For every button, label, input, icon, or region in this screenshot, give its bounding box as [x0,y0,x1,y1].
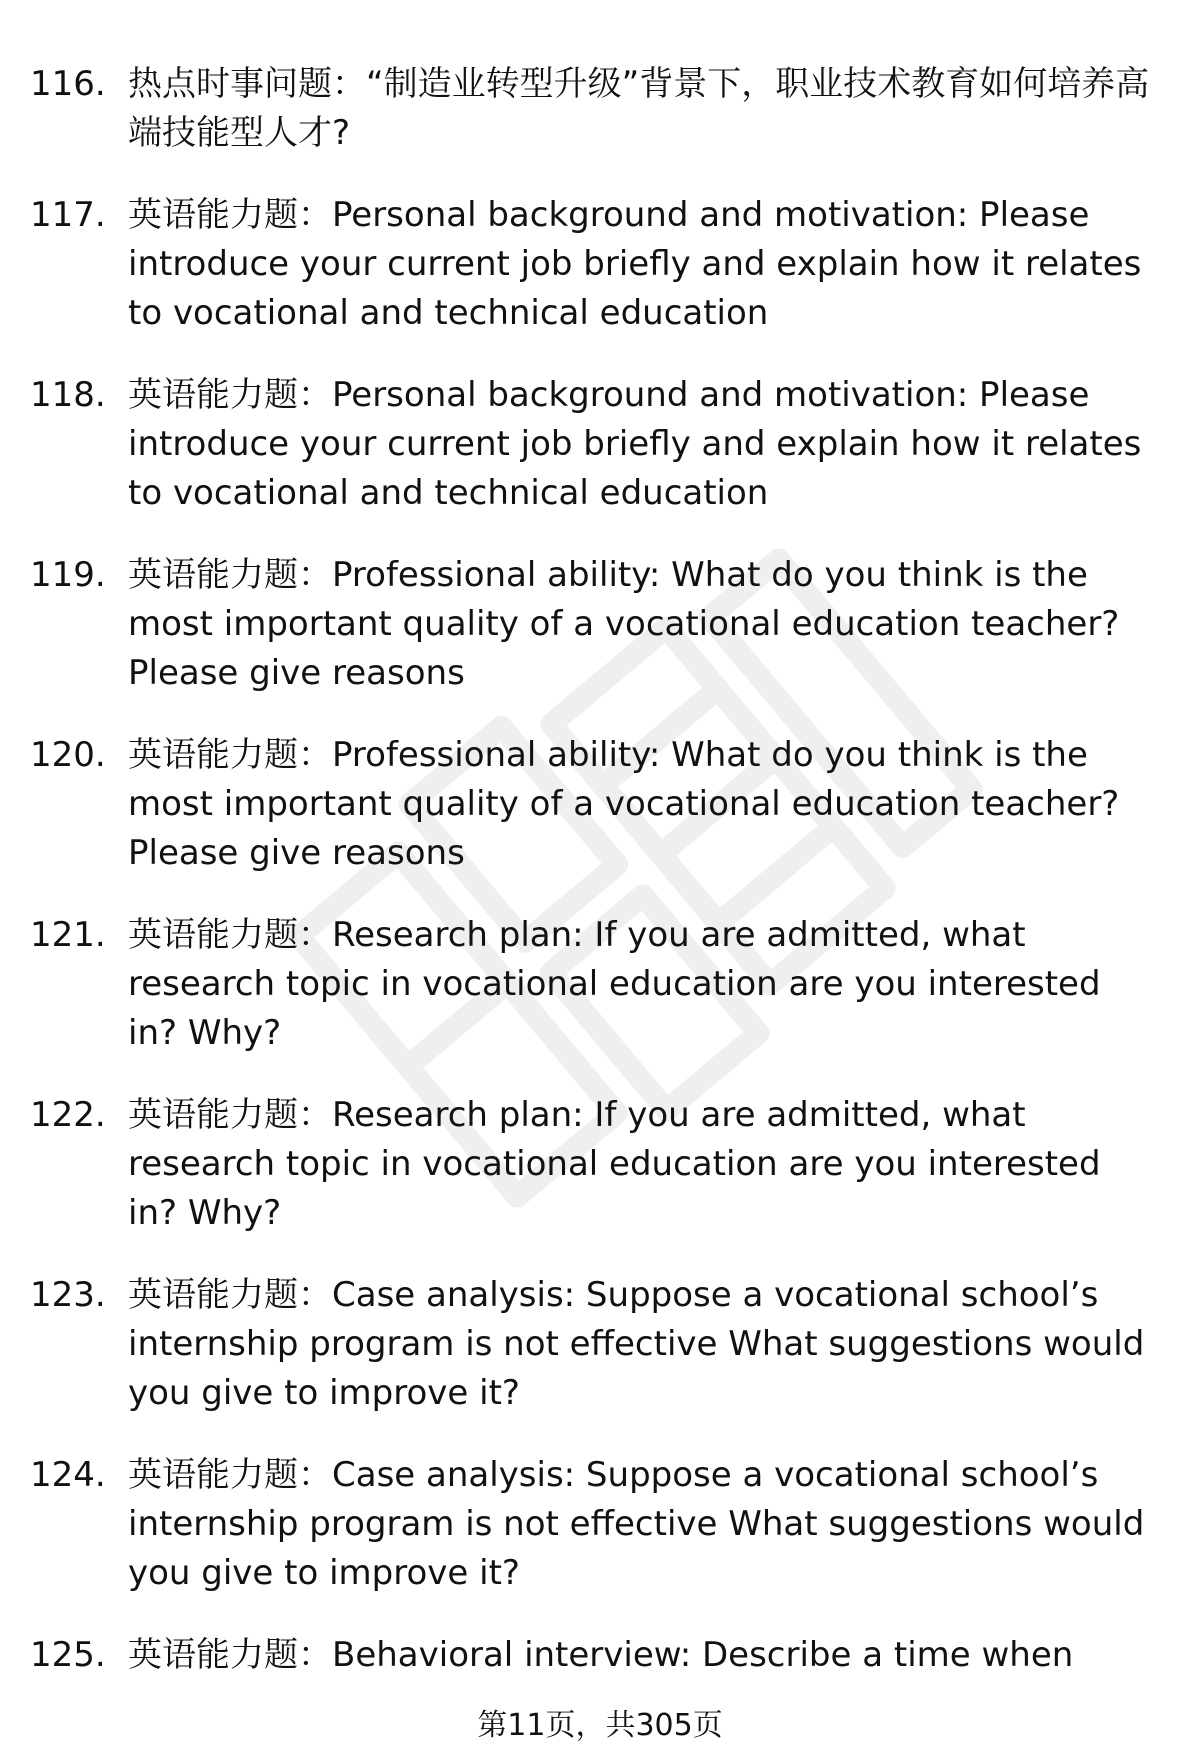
question-item [30,191,1160,338]
question-number: 123. [30,1275,106,1315]
question-text: 热点时事问题：“制造业转型升级”背景下，职业技术教育如何培养高端技能型人才? [128,64,1150,153]
question-text: 英语能力题：Research plan: If you are admitted, what research topic in vocational education are you interested in? Why? [128,915,1101,1053]
question-text: 英语能力题：Professional ability: What do you think is the most important quality of a vocational education teacher? Please give reasons [128,555,1120,693]
question-item [30,1091,1160,1238]
question-text: 英语能力题：Research plan: If you are admitted, what research topic in vocational education are you interested in? Why? [128,1095,1101,1233]
question-text: 英语能力题：Case analysis: Suppose a vocational school’s internship program is not effective What suggestions would you give to improve it? [128,1275,1145,1413]
question-number: 117. [30,195,106,235]
question-number: 121. [30,915,106,955]
question-number: 120. [30,735,106,775]
page-number-label: 第11页，共305页 [477,1708,723,1743]
question-text: 英语能力题：Case analysis: Suppose a vocational school’s internship program is not effective What suggestions would you give to improve it? [128,1455,1145,1593]
question-item [30,1271,1160,1418]
question-item [30,1631,1160,1680]
question-item [30,911,1160,1058]
question-text: 英语能力题：Personal background and motivation: Please introduce your current job briefly and explain how it relates to vocational and technical education [128,375,1142,513]
question-item [30,60,1160,158]
page-footer [0,1706,1200,1746]
question-item [30,371,1160,518]
question-number: 125. [30,1635,106,1675]
question-item [30,551,1160,698]
question-number: 116. [30,64,106,104]
question-item [30,731,1160,878]
question-item [30,1451,1160,1598]
question-text: 英语能力题：Professional ability: What do you think is the most important quality of a vocational education teacher? Please give reasons [128,735,1120,873]
question-number: 119. [30,555,106,595]
question-number: 124. [30,1455,106,1495]
question-number: 122. [30,1095,106,1135]
question-text: 英语能力题：Behavioral interview: Describe a time when [128,1635,1074,1675]
question-number: 118. [30,375,106,415]
question-text: 英语能力题：Personal background and motivation: Please introduce your current job briefly and explain how it relates to vocational and technical education [128,195,1142,333]
